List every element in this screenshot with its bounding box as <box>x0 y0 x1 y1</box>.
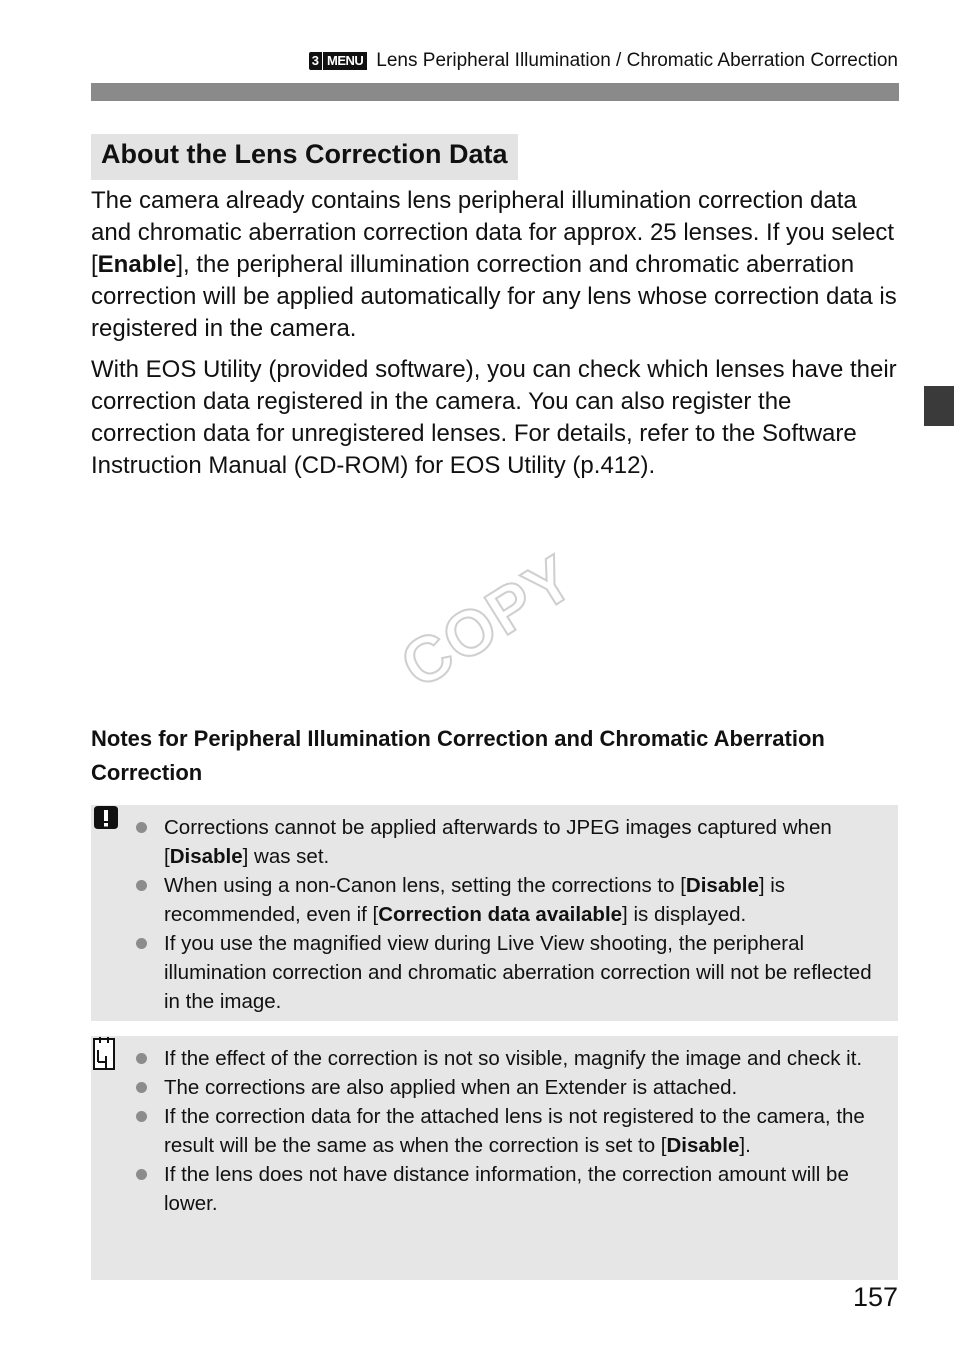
chapter-tab <box>924 386 954 426</box>
header-title: Lens Peripheral Illumination / Chromatic Aberration Correction <box>376 50 898 71</box>
header-bar <box>91 83 899 101</box>
section-heading: About the Lens Correction Data <box>91 134 518 180</box>
list-item: If you use the magnified view during Live View shooting, the peripheral illumination correction and chromatic aberration correction will not be reflected in the image. <box>164 929 880 1016</box>
page-header <box>309 50 898 72</box>
caution-list <box>164 813 880 1016</box>
caution-icon <box>91 805 121 835</box>
memo-box <box>91 1036 898 1280</box>
list-item: When using a non-Canon lens, setting the corrections to [Disable] is recommended, even if [Correction data available] is displayed. <box>164 871 880 929</box>
notes-title: Notes for Peripheral Illumination Correction and Chromatic Aberration Correction <box>91 726 825 785</box>
paragraph-lens-data: The camera already contains lens peripheral illumination correction data and chromatic aberration correction data for approx. 25 lenses. If you select [Enable], the peripheral illumination correction and chromatic aberration correction will be applied automatically for any lens whose correction data is registered in the camera. <box>91 187 897 342</box>
page-number: 157 <box>852 1282 898 1312</box>
memo-list <box>164 1044 880 1218</box>
paragraph-eos-utility: With EOS Utility (provided software), you can check which lenses have their correction data registered in the camera. You can also register the correction data for unregistered lenses. For details, refer to the Software Instruction Manual (CD-ROM) for EOS Utility (p.412). <box>91 356 897 479</box>
list-item: If the lens does not have distance information, the correction amount will be lower. <box>164 1160 880 1218</box>
list-item: If the correction data for the attached lens is not registered to the camera, the result will be the same as when the correction is set to [Disable]. <box>164 1102 880 1160</box>
list-item: If the effect of the correction is not so visible, magnify the image and check it. <box>164 1044 880 1073</box>
memo-icon <box>91 1036 121 1072</box>
enable-option-text: Enable <box>97 251 177 278</box>
list-item: Corrections cannot be applied afterwards to JPEG images captured when [Disable] was set. <box>164 813 880 871</box>
menu-icon: 3 MENU <box>309 52 368 70</box>
caution-box <box>91 805 898 1021</box>
copy-watermark: COPY <box>388 540 588 702</box>
list-item: The corrections are also applied when an Extender is attached. <box>164 1073 880 1102</box>
